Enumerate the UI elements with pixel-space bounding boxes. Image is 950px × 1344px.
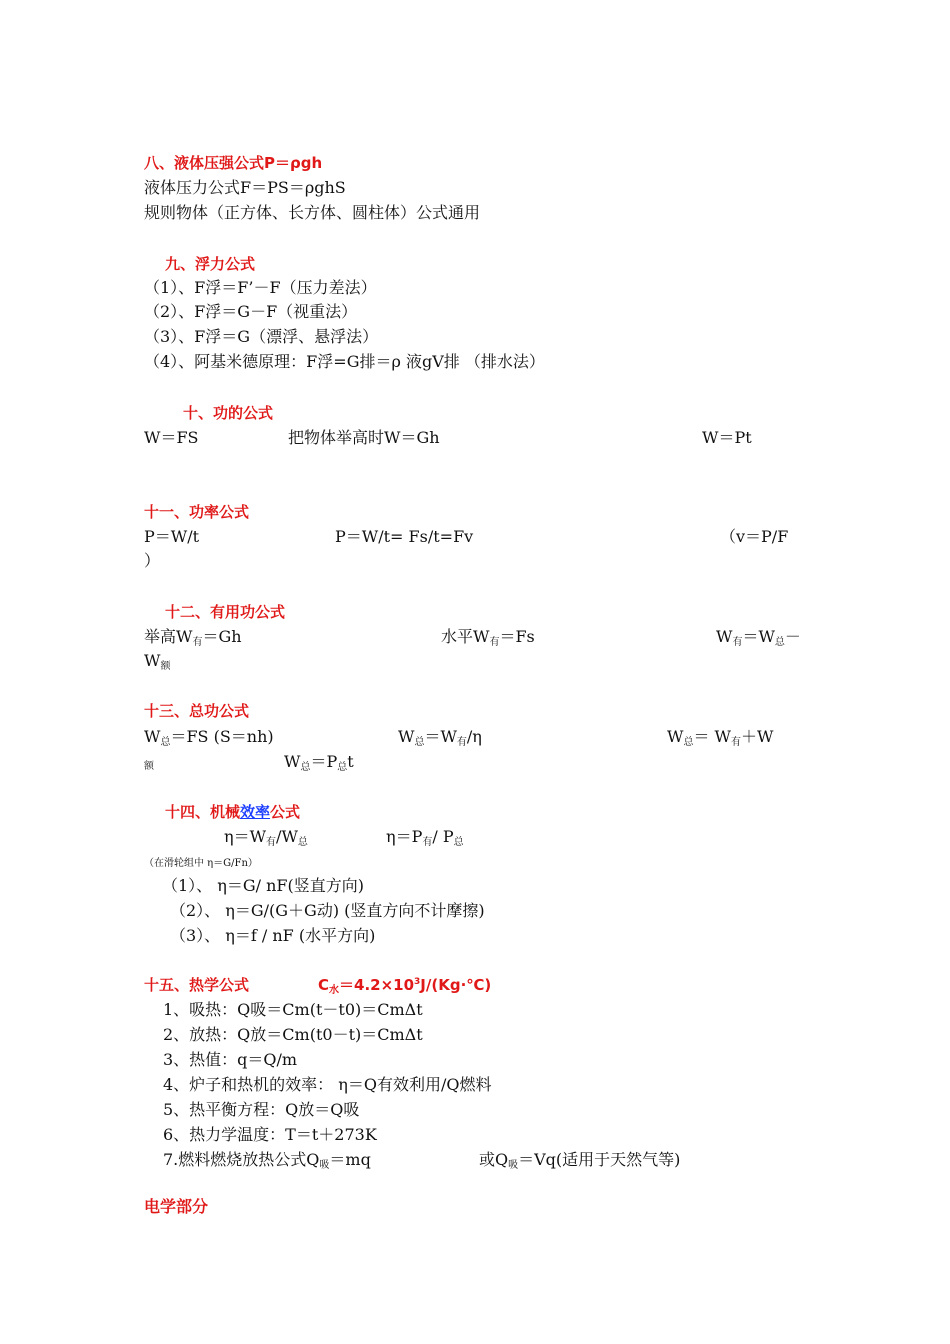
formula: η＝P有/ P总 <box>386 827 464 848</box>
formula: W额 <box>144 651 171 672</box>
section-8-title: 八、液体压强公式P＝ρgh <box>144 154 323 172</box>
text-line: 6、热力学温度：T＝t＋273K <box>163 1125 377 1144</box>
section-11-title: 十一、功率公式 <box>144 503 250 521</box>
formula: 把物体举高时W＝Gh <box>288 428 440 447</box>
section-10-title: 十、功的公式 <box>183 404 274 422</box>
text-line: （3）、 η＝f / nF (水平方向) <box>170 926 376 945</box>
efficiency-link[interactable]: 效率 <box>240 803 271 821</box>
text-line: （1）、 η＝G/ nF(竖直方向) <box>162 876 365 895</box>
text-line: 液体压力公式F＝PS＝ρghS <box>144 178 346 197</box>
formula: W＝FS <box>144 428 199 447</box>
text-line: （4）、阿基米德原理：F浮=G排＝ρ 液gV排 （排水法） <box>144 352 545 371</box>
text-line: 3、热值：q＝Q/m <box>163 1050 298 1069</box>
electricity-section-title: 电学部分 <box>144 1197 209 1216</box>
section-14-title: 十四、机械效率公式 <box>165 803 301 821</box>
text-line: 1、吸热：Q吸＝Cm(t－t0)＝CmΔt <box>163 1000 423 1019</box>
formula: P＝W/t <box>144 527 200 546</box>
section-9-title: 九、浮力公式 <box>165 255 256 273</box>
formula: （v＝P/F <box>720 527 789 546</box>
text-line: （3）、F浮＝G（漂浮、悬浮法） <box>144 327 379 346</box>
formula: W总＝P总t <box>284 752 354 773</box>
text-line: 5、热平衡方程：Q放＝Q吸 <box>163 1100 360 1119</box>
note-text: （在滑轮组中 η＝G/Fn） <box>144 858 258 869</box>
formula: P＝W/t= Fs/t=Fv <box>335 527 474 546</box>
text-line: 7.燃料燃烧放热公式Q吸＝mq <box>163 1150 371 1171</box>
text-line: （2）、 η＝G/(G＋G动) (竖直方向不计摩擦) <box>170 901 485 920</box>
text-line: （1）、F浮＝F’－F（压力差法） <box>144 278 377 297</box>
text-line: 规则物体（正方体、长方体、圆柱体）公式通用 <box>144 203 481 222</box>
section-13-title: 十三、总功公式 <box>144 702 250 720</box>
formula: 水平W有＝Fs <box>441 627 535 648</box>
specific-heat-formula: $C_水=4.2\times 10^3J/(Kg\cdot℃)$ <box>318 976 492 996</box>
section-15-title: 十五、热学公式 <box>144 976 250 994</box>
formula: 举高W有＝Gh <box>144 627 242 648</box>
formula: W总＝FS (S＝nh) <box>144 727 274 748</box>
formula: W有＝W总－ <box>716 627 801 648</box>
text-line: 或Q吸＝Vq(适用于天然气等) <box>479 1150 681 1171</box>
formula: ） <box>144 551 161 570</box>
text-line: 4、炉子和热机的效率： η＝Q有效利用/Q燃料 <box>163 1075 492 1094</box>
text-line: 2、放热：Q放＝Cm(t0－t)＝CmΔt <box>163 1025 423 1044</box>
formula: W总＝W有/η <box>398 727 482 748</box>
formula: W＝Pt <box>702 428 752 447</box>
text-line: （2）、F浮＝G－F（视重法） <box>144 302 358 321</box>
section-12-title: 十二、有用功公式 <box>165 603 286 621</box>
formula: η＝W有/W总 <box>224 827 308 848</box>
formula: W总＝ W有＋W <box>667 727 774 748</box>
subscript-text: 额 <box>144 761 154 772</box>
